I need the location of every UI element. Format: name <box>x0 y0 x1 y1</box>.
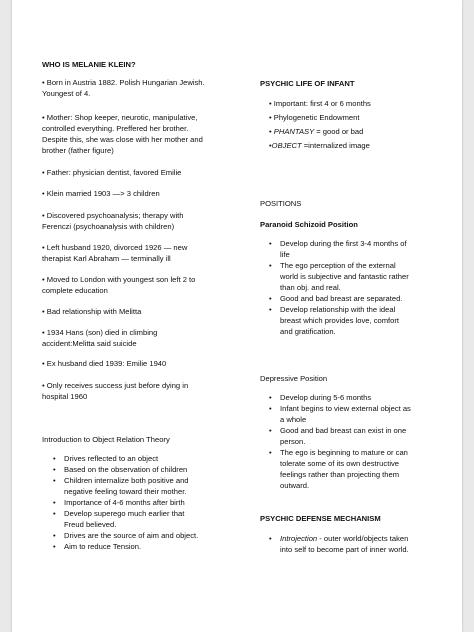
bullet-icon: • <box>53 454 56 463</box>
text-line: negative feeling toward their mother. <box>64 487 187 496</box>
bio-item <box>42 210 184 232</box>
bullet-icon: • <box>269 426 272 435</box>
list-item <box>42 541 198 552</box>
list-item <box>258 260 409 293</box>
bullet-icon: • <box>53 531 56 540</box>
bio-item <box>42 327 157 349</box>
bio-item <box>42 167 181 178</box>
bullet-icon: • <box>269 305 272 314</box>
bullet-icon: • <box>269 448 272 457</box>
text-line: outward. <box>280 481 310 490</box>
bio-item <box>42 188 160 199</box>
psychic-item <box>269 140 370 151</box>
text-line: life <box>280 250 290 259</box>
list-item <box>258 238 409 260</box>
list-item <box>42 453 198 464</box>
text-line: Develop superego much earlier that <box>64 509 185 518</box>
bio-item <box>42 358 166 369</box>
text-line: Children internalize both positive and <box>64 476 189 485</box>
text-line: Develop during 5-6 months <box>280 393 372 402</box>
paranoid-heading: Paranoid Schizoid Position <box>260 220 358 229</box>
psychic-item <box>269 98 371 109</box>
text-line: breast which provides love, comfort <box>280 316 400 325</box>
text-line: hospital 1960 <box>42 392 88 401</box>
list-item <box>258 447 411 491</box>
bullet-icon: • <box>269 261 272 270</box>
text-line: The ego is beginning to mature or can <box>280 448 408 457</box>
text-line: • Klein married 1903 —> 3 children <box>42 189 160 198</box>
text-line: • Left husband 1920, divorced 1926 — new <box>42 243 188 252</box>
defense-term: Introjection <box>280 534 318 543</box>
list-item <box>42 497 198 508</box>
text-line: Drives reflected to an object <box>64 454 159 463</box>
list-item <box>258 425 411 447</box>
text-line: Infant begins to view external object as <box>280 404 411 413</box>
text-line: therapist Karl Abraham — terminally ill <box>42 254 171 263</box>
list-item <box>258 293 409 304</box>
psychic-item <box>269 112 359 123</box>
bullet-icon: • <box>53 476 56 485</box>
list-item <box>258 403 411 425</box>
psychic-item-definition: = good or bad <box>314 127 364 136</box>
text-line: a whole <box>280 415 307 424</box>
bio-item <box>42 112 203 156</box>
text-line: Youngest of 4. <box>42 89 91 98</box>
text-line: • Moved to London with youngest son left 2 to <box>42 275 196 284</box>
list-item <box>258 533 409 555</box>
text-line: controlled everything. Preffered her brother. <box>42 124 189 133</box>
text-line: Develop during the first 3-4 months of <box>280 239 407 248</box>
text-line <box>280 533 409 544</box>
list-item <box>42 475 198 497</box>
bullet-icon: • <box>53 465 56 474</box>
text-line: • 1934 Hans (son) died in climbing <box>42 328 158 337</box>
text-line: Freud believed. <box>64 520 117 529</box>
psychic-item-term: OBJECT <box>271 141 302 150</box>
psychic-item-text: • Phylogenetic Endowment <box>269 113 360 122</box>
bullet-icon: • <box>269 534 272 543</box>
text-line: • Mother: Shop keeper, neurotic, manipulative, <box>42 113 198 122</box>
text-line: Ferenczi (psychoanalysis with children) <box>42 222 175 231</box>
bio-heading: WHO IS MELANIE KLEIN? <box>42 60 136 69</box>
psychic-item-term: PHANTASY <box>273 127 315 136</box>
list-item <box>42 508 198 530</box>
depressive-heading: Depressive Position <box>260 374 328 383</box>
list-item <box>42 464 198 475</box>
list-item <box>258 392 411 403</box>
depressive-list <box>258 392 411 491</box>
psychic-item-text: • <box>269 127 274 136</box>
text-line: • Born in Austria 1882. Polish Hungarian Jewish. <box>42 78 205 87</box>
bullet-icon: • <box>269 404 272 413</box>
defense-list <box>258 533 409 555</box>
text-line: Good and bad breast are separated. <box>280 294 403 303</box>
intro-list <box>42 453 198 552</box>
text-line: • Ex husband died 1939: Emilie 1940 <box>42 359 167 368</box>
text-line: brother (father figure) <box>42 146 114 155</box>
bullet-icon: • <box>53 542 56 551</box>
bullet-icon: • <box>53 509 56 518</box>
text-line: The ego perception of the external <box>280 261 396 270</box>
paranoid-list <box>258 238 409 337</box>
psychic-item-text: • <box>269 141 272 150</box>
psychic-life-heading: PSYCHIC LIFE OF INFANT <box>260 79 355 88</box>
text-line: • Discovered psychoanalysis; therapy with <box>42 211 184 220</box>
text-line: • Only receives success just before dying in <box>42 381 189 390</box>
text-line: into self to become part of inner world. <box>280 545 409 554</box>
psychic-item <box>269 126 363 137</box>
psychic-item-text: • Important: first 4 or 6 months <box>269 99 371 108</box>
document-page <box>12 0 462 632</box>
bullet-icon: • <box>269 239 272 248</box>
text-line: person. <box>280 437 306 446</box>
bio-item <box>42 242 187 264</box>
text-line: feelings rather than projecting them <box>280 470 400 479</box>
text-line: Based on the observation of children <box>64 465 188 474</box>
bio-item <box>42 77 205 99</box>
bio-item <box>42 274 195 296</box>
bio-item <box>42 306 141 317</box>
list-item <box>42 530 198 541</box>
text-line: and gratification. <box>280 327 336 336</box>
text-line: tolerate some of its own destructive <box>280 459 400 468</box>
text-line: Good and bad breast can exist in one <box>280 426 407 435</box>
text-line: than obj. and real. <box>280 283 341 292</box>
bullet-icon: • <box>269 294 272 303</box>
text-line: Drives are the source of aim and object. <box>64 531 199 540</box>
text-line: complete education <box>42 286 108 295</box>
bullet-icon: • <box>269 393 272 402</box>
text-line: Develop relationship with the ideal <box>280 305 396 314</box>
positions-heading: POSITIONS <box>260 199 302 208</box>
text-line: • Father: physician dentist, favored Emilie <box>42 168 182 177</box>
text-line: Despite this, she was close with her mother and <box>42 135 203 144</box>
text-line: Importance of 4-6 months after birth <box>64 498 185 507</box>
text-line: world is subjective and fantastic rather <box>280 272 409 281</box>
defense-definition: - outer world/objects taken <box>317 534 409 543</box>
text-line: • Bad relationship with Melitta <box>42 307 142 316</box>
bullet-icon: • <box>53 498 56 507</box>
text-line: accident:Melitta said suicide <box>42 339 137 348</box>
list-item <box>258 304 409 337</box>
bio-item <box>42 380 188 402</box>
text-line: Aim to reduce Tension. <box>64 542 142 551</box>
intro-title: Introduction to Object Relation Theory <box>42 435 170 444</box>
psychic-item-definition: =internalized image <box>301 141 370 150</box>
defense-heading: PSYCHIC DEFENSE MECHANISM <box>260 514 381 523</box>
